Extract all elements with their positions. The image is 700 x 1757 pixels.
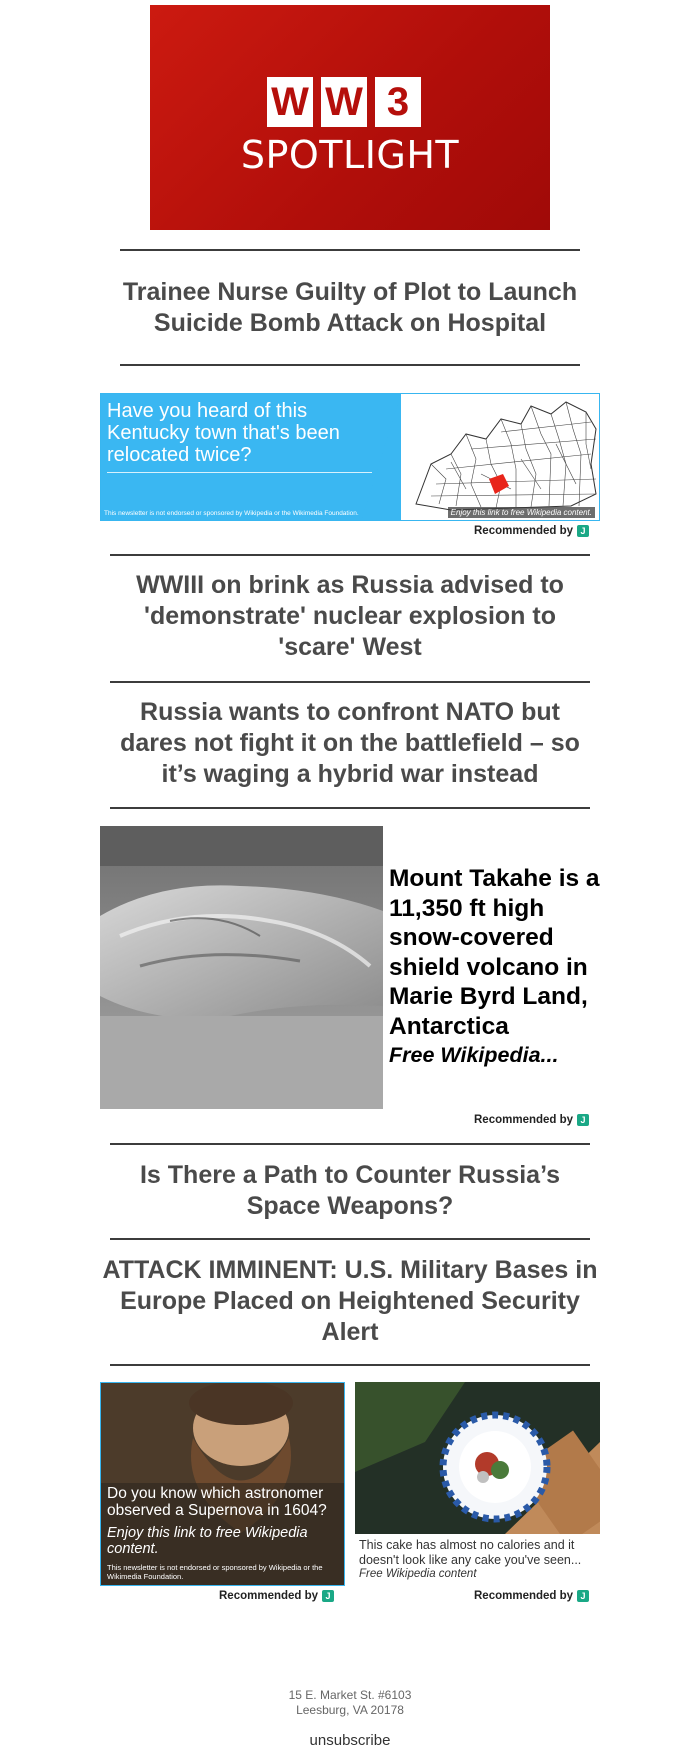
ad-disclaimer: This newsletter is not endorsed or sponsored by Wikipedia or the Wikimedia Foundation. [104,510,359,517]
cake-ad-sub: Free Wikipedia content [359,1568,477,1580]
ad-banner-text: Have you heard of this Kentucky town that's been relocated twice? [107,400,340,466]
divider [110,1364,590,1366]
mount-takahe-image[interactable] [100,826,383,1109]
kentucky-town-ad[interactable] [100,393,600,521]
divider [110,1238,590,1240]
divider [110,681,590,683]
recommended-label: Recommended by [474,1590,574,1602]
volcano-aerial-photo [100,826,383,1109]
divider [110,554,590,556]
logo-letter-w1: W [267,77,313,127]
headline-link-2[interactable]: WWIII on brink as Russia advised to 'demonstrate' nuclear explosion to 'scare' West [136,571,564,661]
recommended-label: Recommended by [219,1590,319,1602]
recommended-by-link[interactable] [219,1590,334,1602]
astronomer-ad-text [107,1485,342,1581]
divider [110,807,590,809]
astronomer-disclaimer: This newsletter is not endorsed or sponsored by Wikipedia or the Wikimedia Foundation. [107,1563,323,1581]
kentucky-map-image [391,394,600,521]
recommended-by-link[interactable] [474,525,589,537]
address-line-2: Leesburg, VA 20178 [296,1702,404,1717]
headline-link-4[interactable]: Is There a Path to Counter Russia’s Space Weapons? [139,1161,560,1220]
ad-map-caption: Enjoy this link to free Wikipedia content. [448,507,595,518]
ad-banner-rule [107,472,372,473]
cake-plate-photo [355,1382,600,1534]
headline-link-3[interactable]: Russia wants to confront NATO but dares not fight it on the battlefield – so it’s waging a hybrid war instead [120,698,580,788]
divider [120,249,580,251]
headline-link-1[interactable]: Trainee Nurse Guilty of Plot to Launch Suicide Bomb Attack on Hospital [122,278,578,337]
recommended-label: Recommended by [474,1114,574,1126]
footer-address [0,1688,700,1717]
volcano-title: Mount Takahe is a 11,350 ft high snow-covered shield volcano in Marie Byrd Land, Antarctica [389,865,600,1040]
recommended-by-link[interactable] [474,1114,589,1126]
logo-word: SPOTLIGHT [240,133,460,177]
logo-letter-w2: W [321,77,367,127]
jeeng-badge-icon: J [322,1590,334,1602]
jeeng-badge-icon: J [577,1590,589,1602]
recommended-label: Recommended by [474,525,574,537]
cake-image [355,1382,600,1534]
address-line-1: 15 E. Market St. #6103 [288,1688,412,1702]
divider [110,1143,590,1145]
unsubscribe-link[interactable]: unsubscribe [309,1732,391,1749]
astronomer-ad[interactable] [100,1382,345,1586]
recommended-by-link[interactable] [474,1590,589,1602]
volcano-more-link[interactable]: Free Wikipedia... [389,1043,559,1067]
mount-takahe-ad-text[interactable] [389,864,601,1071]
astronomer-question: Do you know which astronomer observed a Supernova in 1604? [107,1485,327,1519]
jeeng-badge-icon: J [577,525,589,537]
cake-ad[interactable] [355,1382,600,1581]
jeeng-badge-icon: J [577,1114,589,1126]
ww3-spotlight-logo[interactable] [150,5,550,230]
headline-link-5[interactable]: ATTACK IMMINENT: U.S. Military Bases in Europe Placed on Heightened Security Alert [102,1256,598,1346]
logo-ww3-mark [267,77,421,127]
divider [120,364,580,366]
astronomer-enjoy: Enjoy this link to free Wikipedia content. [107,1525,308,1557]
cake-ad-text: This cake has almost no calories and it doesn't look like any cake you've seen... [359,1538,582,1567]
logo-letter-3: 3 [375,77,421,127]
